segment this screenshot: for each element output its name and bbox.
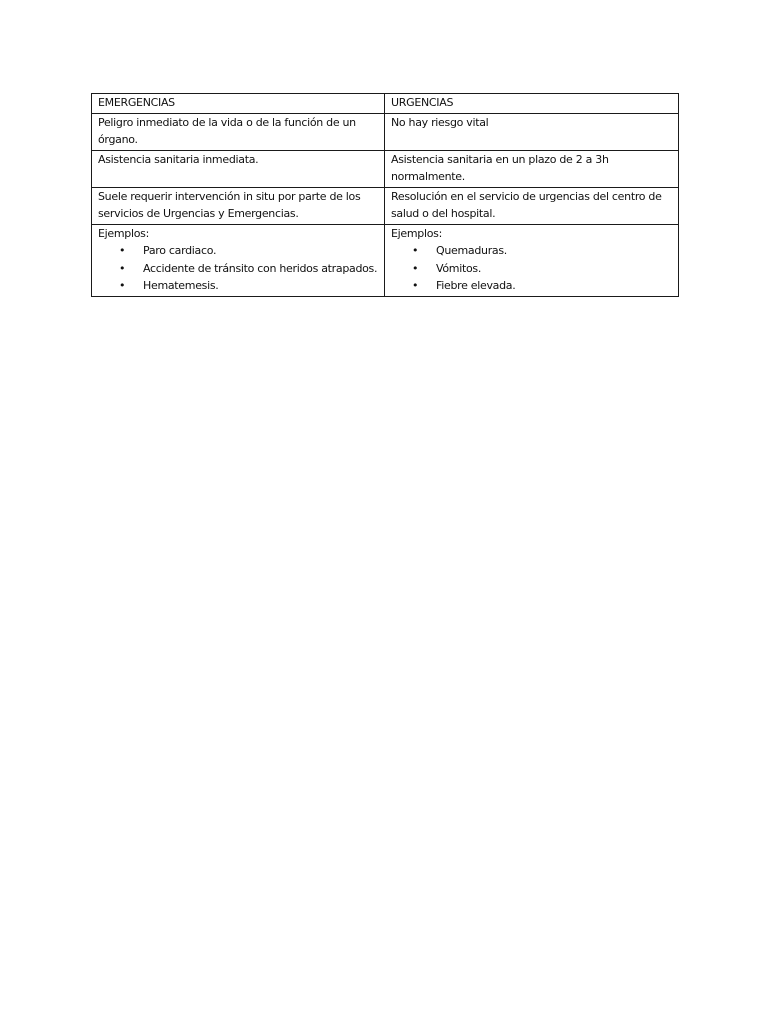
list-item bbox=[391, 277, 672, 295]
list-item bbox=[98, 260, 378, 278]
list-item bbox=[98, 242, 378, 260]
table-header-row bbox=[92, 94, 679, 114]
bullet-icon: • bbox=[119, 279, 126, 292]
list-item-text: Quemaduras. bbox=[436, 244, 507, 257]
bullet-icon: • bbox=[119, 244, 126, 257]
list-item-text: Accidente de tránsito con heridos atrapados. bbox=[143, 261, 378, 275]
list-item-text: Paro cardiaco. bbox=[143, 244, 217, 257]
examples-list-emergencias bbox=[98, 242, 378, 295]
bullet-icon: • bbox=[412, 279, 419, 292]
table-row bbox=[92, 187, 679, 224]
examples-label: Ejemplos: bbox=[98, 226, 149, 240]
table-cell: Resolución en el servicio de urgencias del centro de salud o del hospital. bbox=[385, 187, 679, 224]
list-item bbox=[98, 277, 378, 295]
header-urgencias: URGENCIAS bbox=[385, 94, 679, 114]
bullet-icon: • bbox=[412, 244, 419, 257]
table-cell: Asistencia sanitaria en un plazo de 2 a 3h normalmente. bbox=[385, 150, 679, 187]
bullet-icon: • bbox=[412, 261, 419, 275]
table-row bbox=[92, 113, 679, 150]
list-item bbox=[391, 242, 672, 260]
list-item-text: Fiebre elevada. bbox=[436, 279, 516, 292]
list-item bbox=[391, 260, 672, 278]
header-emergencias: EMERGENCIAS bbox=[92, 94, 385, 114]
examples-cell-urgencias bbox=[385, 224, 679, 296]
comparison-table bbox=[91, 93, 679, 297]
bullet-icon: • bbox=[119, 261, 126, 275]
examples-label: Ejemplos: bbox=[391, 226, 442, 240]
list-item-text: Hematemesis. bbox=[143, 279, 219, 292]
examples-cell-emergencias bbox=[92, 224, 385, 296]
table-cell: Peligro inmediato de la vida o de la función de un órgano. bbox=[92, 113, 385, 150]
table-cell: Suele requerir intervención in situ por parte de los servicios de Urgencias y Emergencias. bbox=[92, 187, 385, 224]
table-cell: No hay riesgo vital bbox=[385, 113, 679, 150]
examples-row bbox=[92, 224, 679, 296]
list-item-text: Vómitos. bbox=[436, 261, 482, 275]
table-row bbox=[92, 150, 679, 187]
examples-list-urgencias bbox=[391, 242, 672, 295]
table-cell: Asistencia sanitaria inmediata. bbox=[92, 150, 385, 187]
